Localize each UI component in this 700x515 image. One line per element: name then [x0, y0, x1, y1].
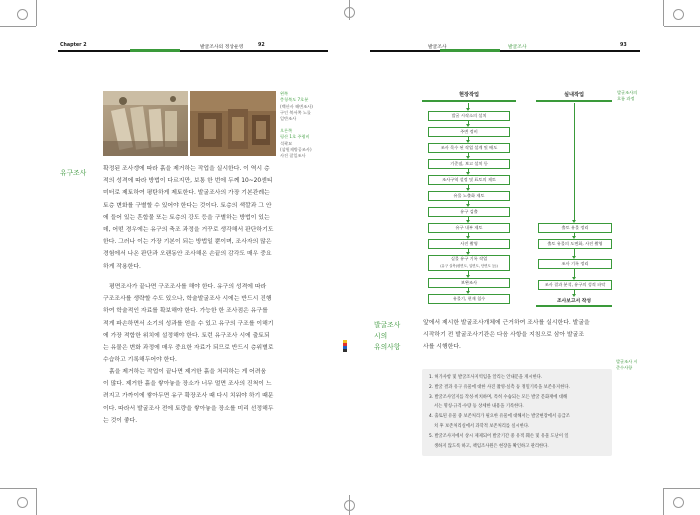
notes-list	[429, 373, 570, 451]
flow-step: 유구 내부 제토	[428, 223, 510, 233]
side-label-precautions	[374, 320, 400, 353]
column-header-rule	[536, 100, 612, 102]
flow-final-step: 조사보고서 작성	[556, 299, 592, 304]
flow-step: 조사 기록 정리	[538, 259, 612, 269]
flow-step: 주변 정비	[428, 127, 510, 137]
body-paragraph-3	[103, 366, 275, 427]
flow-step: 조사구역 설정 및 표토의 제토	[428, 175, 510, 185]
column-header-lab: 실내작업	[563, 92, 585, 98]
running-header-section: 발굴조사	[428, 45, 447, 50]
caption-line: (백산사 해변조사)	[280, 103, 313, 109]
flow-step: 발굴 시작소의 설치	[428, 111, 510, 121]
text-line: 는 유물은 변화 과정에 매우 중요한 자료가 되므로 반드시 층위별로	[103, 345, 274, 352]
registration-mark-icon	[673, 497, 684, 508]
note-item: 서는 명칭·규격·수량 등 상세한 내용을 기록한다.	[434, 404, 524, 410]
caption-line: 흐름 과정	[617, 96, 635, 102]
running-header-subsection: 발굴조사	[508, 45, 527, 50]
text-line: 흙을 제거하는 작업이 끝나면 제거한 흙을 처리하는 게 어려움	[109, 369, 267, 375]
flow-step-line: 실물 유구 기록 작업	[450, 256, 488, 261]
flow-step: 기준점, 보고 설치 등	[428, 159, 510, 169]
registration-mark-icon	[344, 7, 355, 18]
registration-mark-icon	[673, 9, 684, 20]
note-item: 4. 출토된 유물 중 보존처리가 필요한 유물에 대해서는 발굴현장에서 응급조	[429, 414, 570, 420]
text-line: 수습하고 기록해두어야 한다.	[103, 357, 177, 364]
photo-caption-bottom	[280, 128, 312, 159]
side-label-line: 유의사항	[374, 343, 401, 351]
flow-step-line: (유구 실측(평면도, 입면도, 단면도 등))	[440, 263, 498, 268]
text-line: 는 것이 좋다.	[103, 417, 138, 424]
caption-line: 충청북도 7호분	[280, 97, 309, 103]
text-line: 하여 학술적인 자료를 확보해야 한다. 가능한 한 조사점은 유구를	[103, 308, 268, 315]
caption-line: 왼쪽	[280, 91, 289, 96]
column-header-field: 현장작업	[458, 92, 480, 98]
side-label-line: 발굴조사	[374, 321, 401, 329]
text-line: 데, 어떤 경우에는 유구의 축조 과정을 거꾸로 생각해서 판단하기도	[103, 227, 274, 234]
registration-mark-icon	[344, 500, 355, 511]
text-line: 구조조사를 생략할 수도 있으나, 학술발굴조사 시에는 반드시 진행	[103, 296, 272, 303]
column-header-rule	[422, 100, 516, 102]
text-line: 에 가장 적합한 위치에 설정해야 한다. 토런 유구조사 시에 출토되	[103, 332, 270, 339]
caption-line: 오른쪽	[280, 128, 293, 133]
note-item: 5. 발굴조사지에서 상시 제제되어 발굴기간 중 유적 훼손 및 유물 도난이 일	[429, 433, 569, 439]
caption-line: 일반조사	[280, 116, 297, 122]
text-line: 이 많다. 제거한 흙을 쌓아놓을 장소가 너무 멀면 조사의 진척이 느	[103, 381, 272, 388]
text-line: 이다. 따라서 발굴조사 전에 토량을 쌓아놓을 장소를 미리 선정해두	[103, 405, 274, 412]
caption-line: 사진 잘일조사	[280, 153, 306, 159]
caption-line: 발굴조사 시	[616, 359, 638, 364]
running-header: 발굴조사의 정상운영	[200, 45, 244, 50]
text-line: 한다. 그러나 이는 가장 기본이 되는 방법일 뿐이며, 조사자의 많은	[103, 239, 272, 246]
caption-line: 발굴조사의	[617, 90, 638, 95]
note-item: 3. 발굴조사일지를 작성·비치하며, 특히 수습되는 모든 발굴 문화재에 대해	[429, 394, 568, 400]
text-line: 에 들어 있는 흔합물 또는 토층의 강도 등을 구별하는 방법이 있는	[103, 214, 270, 221]
excavation-photo-right	[190, 91, 276, 156]
flow-step: 출토 유물 정리	[538, 223, 612, 233]
registration-mark-icon	[17, 497, 28, 508]
note-item: 2. 발굴 결과 유구 유물에 대한 사진 촬영·실측 등 정밀기록을 보존유지한다.	[429, 384, 570, 390]
caption-line: 석곽묘	[280, 140, 293, 146]
flowchart-side-note	[617, 90, 637, 103]
text-line: 앞에서 제시한 발굴조사개체에 근거하여 조사를 실시한다. 발굴을	[423, 320, 590, 326]
flow-step: 유물기, 현재 철수	[428, 294, 510, 304]
chapter-label: Chapter 2	[60, 43, 87, 48]
note-item: 1. 허가사항 및 발굴조사지역임을 알리는 안내문을 게시한다.	[429, 375, 543, 380]
text-line: 시작하기 전 발굴조사기관은 다음 사항을 지침으로 삼아 발굴조	[423, 332, 585, 339]
text-line: 하게 작용한다.	[103, 263, 141, 270]
flow-step: 사진 촬영	[428, 239, 510, 249]
text-line: 려지고 가까이에 쌓아두면 유구 확장조사 때 다시 치워야 하기 때문	[103, 393, 274, 400]
side-label-yugu: 유구조사	[60, 169, 87, 177]
text-line: 확정된 조사갱에 따라 흙을 제거하는 작업을 실시한다. 이 역시 층	[103, 166, 270, 172]
flow-step: 출토 유물의 도면화, 사진 촬영	[538, 239, 612, 249]
body-paragraph-1	[103, 163, 275, 273]
note-item: 치 후 보존처리실에서 과학적 보존처리를 실시한다.	[434, 423, 530, 429]
flow-step: 유물 노출화 제토	[428, 191, 510, 201]
flow-step: 조사 결과 분석, 유구의 성격 파악	[538, 280, 612, 290]
excavation-photo-left	[103, 91, 188, 156]
caption-line: (삼원제방공조사)	[280, 146, 312, 152]
flow-step	[428, 255, 510, 271]
text-line: 적의 성격에 따라 방법이 다르지만, 보통 한 번에 두께 10~20센티	[103, 178, 273, 185]
intro-paragraph	[423, 317, 613, 354]
text-line: 토층 변화를 구별할 수 있어야 한다는 것이다. 토층의 색깔과 그 안	[103, 202, 272, 209]
photo-caption-top	[280, 91, 313, 122]
notes-side-label	[616, 359, 638, 372]
registration-mark-icon	[17, 9, 28, 20]
flow-final-rule	[536, 305, 612, 307]
page-number: 92	[258, 43, 265, 48]
body-paragraph-2	[103, 281, 275, 366]
text-line: 적게 파손하면서 소기의 성과를 얻을 수 있고 유구의 구조를 이해기	[103, 320, 274, 327]
flow-step: 유구 검출	[428, 207, 510, 217]
text-line: 평면조사가 끝나면 구조조사를 해야 한다. 유구의 성격에 따라	[109, 284, 267, 290]
note-item: 생하지 않도록 하고, 책임조사원은 현장을 확인하고 관리한다.	[434, 443, 549, 449]
flow-step: 조사 목수 된 작업 설계 및 배도	[428, 143, 510, 153]
color-bar-icon	[343, 340, 347, 354]
caption-line: 평산 1호 주령비	[280, 134, 310, 140]
text-line: 미터로 제토하여 평탄하게 제토한다. 발굴조사의 가장 기본관례는	[103, 190, 270, 197]
flow-step: 보완조사	[428, 278, 510, 288]
caption-line: 준수사항	[616, 365, 633, 371]
side-label-line: 시의	[374, 332, 388, 340]
text-line: 경험에서 나온 판단과 오랜동안 조사해온 손끝의 감각도 매우 중요	[103, 251, 272, 258]
caption-line: 구인 북서쪽 노를	[280, 109, 311, 115]
page-number: 93	[620, 43, 627, 48]
text-line: 사를 시행한다.	[423, 344, 461, 351]
